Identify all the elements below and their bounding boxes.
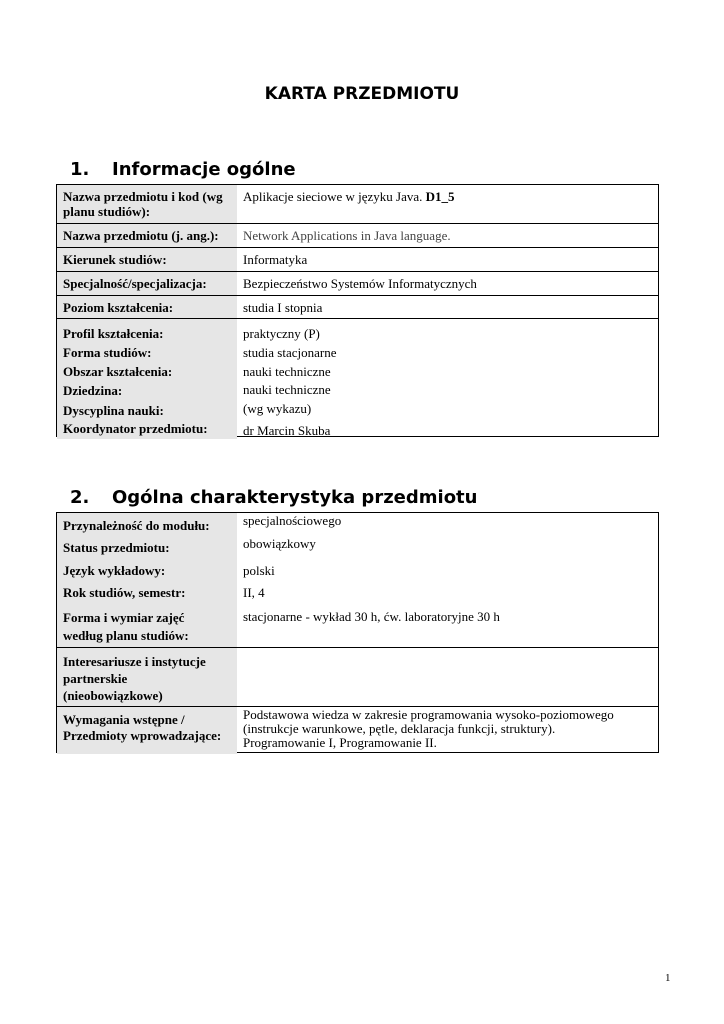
row-value — [237, 224, 658, 247]
row-label: Dyscyplina nauki: — [63, 403, 164, 418]
row-label: Koordynator przedmiotu: — [63, 421, 208, 436]
row-value — [237, 707, 658, 754]
table-row — [57, 364, 658, 379]
row-value-line: Podstawowa wiedza w zakresie programowania wysoko-poziomowego — [243, 707, 614, 722]
row-value: Informatyka — [243, 252, 308, 267]
row-value: II, 4 — [243, 585, 265, 600]
characteristics-table — [56, 512, 659, 753]
section-2-heading — [70, 487, 477, 508]
row-label-line: Forma i wymiar zajęć — [63, 610, 185, 625]
table-row — [57, 383, 658, 398]
table-row-group — [57, 318, 658, 439]
course-name: Aplikacje sieciowe w języku Java. — [243, 189, 423, 204]
row-label — [57, 648, 237, 706]
document-title: KARTA PRZEDMIOTU — [264, 84, 460, 104]
row-value-line: (instrukcje warunkowe, pętle, deklaracja funkcji, struktury). — [243, 721, 556, 736]
table-row — [57, 223, 658, 247]
section-1-heading — [70, 159, 296, 180]
table-row — [57, 609, 658, 645]
row-label-line: Wymagania wstępne / — [63, 712, 185, 727]
table-row-group — [57, 513, 658, 647]
row-label: Forma studiów: — [63, 345, 152, 360]
section-2-number: 2. — [70, 487, 90, 508]
row-value — [237, 648, 658, 706]
row-label: Profil kształcenia: — [63, 326, 164, 341]
page-number: 1 — [665, 972, 671, 984]
row-label: Obszar kształcenia: — [63, 364, 173, 379]
row-value: nauki techniczne — [243, 382, 331, 397]
row-label: Nazwa przedmiotu i kod (wg planu studiów): — [57, 185, 237, 223]
table-row — [57, 403, 658, 418]
table-row — [57, 513, 658, 533]
row-value: specjalnościowego — [243, 513, 342, 528]
row-label-line: według planu studiów: — [63, 628, 189, 643]
row-label-line: (nieobowiązkowe) — [63, 688, 163, 703]
table-row — [57, 706, 658, 754]
row-label-line: partnerskie — [63, 671, 128, 686]
row-label — [57, 707, 237, 754]
section-1-number: 1. — [70, 159, 90, 180]
table-row — [57, 185, 658, 223]
section-2-title: Ogólna charakterystyka przedmiotu — [112, 487, 478, 508]
row-label: Przynależność do modułu: — [63, 518, 210, 533]
row-value: stacjonarne - wykład 30 h, ćw. laboratoryjne 30 h — [243, 609, 500, 624]
row-value: nauki techniczne — [243, 364, 331, 379]
row-label: Status przedmiotu: — [63, 540, 170, 555]
row-value: obowiązkowy — [243, 536, 316, 551]
row-value: praktyczny (P) — [243, 326, 320, 341]
row-label: Kierunek studiów: — [57, 248, 237, 271]
row-label: Specjalność/specjalizacja: — [57, 272, 237, 295]
row-value: studia I stopnia — [243, 300, 323, 315]
table-row — [57, 421, 658, 438]
table-row — [57, 647, 658, 706]
table-row — [57, 326, 658, 341]
row-value: studia stacjonarne — [243, 345, 337, 360]
section-1-title: Informacje ogólne — [112, 159, 296, 180]
row-label — [57, 609, 237, 645]
row-value — [237, 185, 658, 223]
row-label-line: Przedmioty wprowadzające: — [63, 728, 222, 743]
table-row — [57, 536, 658, 555]
table-row — [57, 247, 658, 271]
table-row — [57, 345, 658, 360]
row-label-line: Interesariusze i instytucje — [63, 654, 206, 669]
row-label: Nazwa przedmiotu (j. ang.): — [57, 224, 237, 247]
row-label: Język wykładowy: — [63, 563, 166, 578]
table-row — [57, 295, 658, 318]
table-row — [57, 563, 658, 578]
table-row — [57, 271, 658, 295]
row-label: Poziom kształcenia: — [57, 296, 237, 318]
row-value: dr Marcin Skuba — [243, 423, 331, 438]
row-value: (wg wykazu) — [243, 401, 312, 416]
english-name: Network Applications in Java language. — [243, 228, 451, 243]
row-value: Bezpieczeństwo Systemów Informatycznych — [243, 276, 477, 291]
table-row — [57, 585, 658, 600]
row-label: Dziedzina: — [63, 383, 123, 398]
row-label: Rok studiów, semestr: — [63, 585, 186, 600]
row-value-line: Programowanie I, Programowanie II. — [243, 735, 437, 750]
course-code: D1_5 — [425, 189, 455, 204]
general-info-table — [56, 184, 659, 437]
row-value: polski — [243, 563, 275, 578]
